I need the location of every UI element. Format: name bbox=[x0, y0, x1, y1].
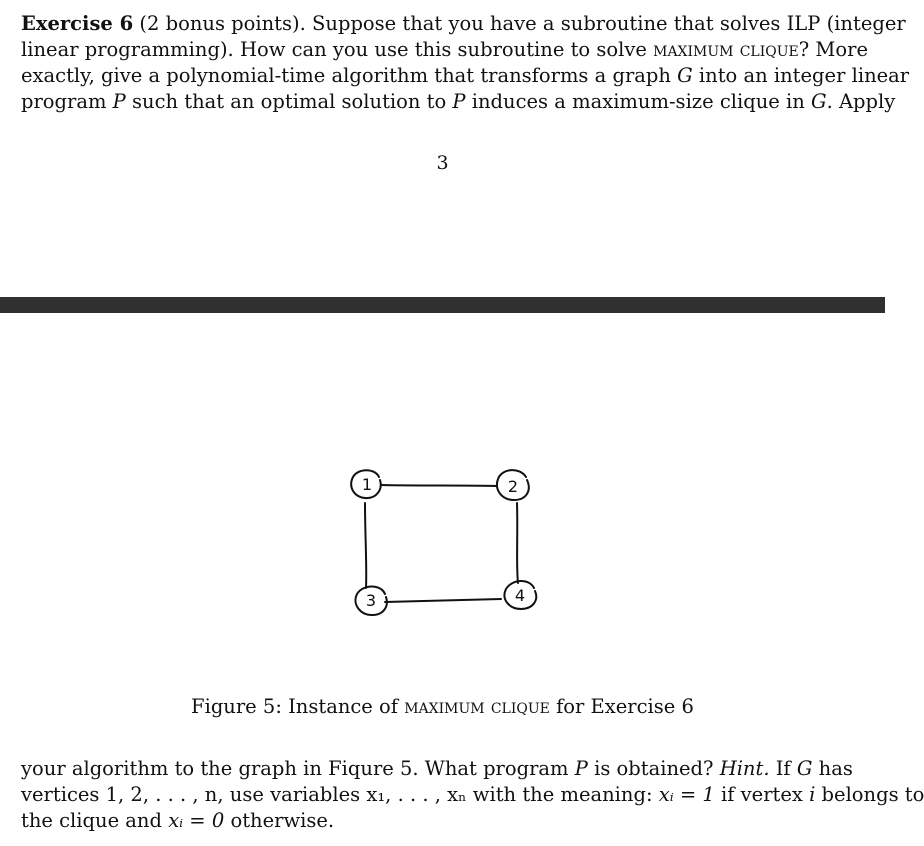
graph-node-label-1: 1 bbox=[361, 475, 373, 494]
exercise-line-7 bbox=[21, 808, 863, 834]
exercise-label: Exercise 6 bbox=[21, 12, 134, 35]
exercise-text: such that an optimal solution to bbox=[132, 90, 447, 113]
var-p: P bbox=[452, 90, 466, 113]
caption-prefix: Figure 5: Instance of bbox=[191, 695, 398, 718]
var-g: G bbox=[796, 757, 813, 780]
caption-problem: maximum clique bbox=[404, 695, 550, 718]
clique-graph-figure bbox=[330, 455, 550, 625]
graph-edge-1-3 bbox=[365, 503, 366, 588]
graph-edge-1-2 bbox=[381, 485, 496, 486]
page-divider bbox=[0, 297, 885, 313]
graph-edge-2-4 bbox=[517, 503, 518, 583]
exercise-text: is obtained? bbox=[594, 757, 714, 780]
exercise-text: belongs to bbox=[821, 783, 924, 806]
exercise-text: your algorithm to the graph in Fiqure 5. What program bbox=[21, 757, 569, 780]
exercise-line-4 bbox=[21, 89, 896, 115]
maximum-clique-term: maximum clique bbox=[653, 38, 799, 61]
var-p: P bbox=[112, 90, 126, 113]
graph-edge-3-4 bbox=[385, 599, 501, 602]
figure-caption bbox=[0, 695, 885, 718]
caption-suffix: for Exercise 6 bbox=[556, 695, 694, 718]
var-g: G bbox=[811, 90, 827, 113]
exercise-line-6 bbox=[21, 782, 924, 808]
hint-label: Hint. bbox=[719, 757, 770, 780]
exercise-text: Suppose that you have a subroutine that solves bbox=[312, 12, 781, 35]
bonus-points: (2 bonus points). bbox=[139, 12, 306, 35]
exercise-line-2 bbox=[21, 37, 868, 63]
graph-node-label-2: 2 bbox=[507, 477, 519, 496]
exercise-text: exactly, give a polynomial-time algorithm that transforms a graph bbox=[21, 64, 671, 87]
var-g: G bbox=[677, 64, 693, 87]
var-p: P bbox=[574, 757, 588, 780]
exercise-text: otherwise. bbox=[230, 809, 335, 832]
exercise-text: (integer bbox=[826, 12, 906, 35]
exercise-text: induces a maximum-size clique in bbox=[471, 90, 805, 113]
exercise-text: if vertex bbox=[720, 783, 803, 806]
xi-equals-one: xᵢ = 1 bbox=[658, 783, 715, 806]
exercise-line-1 bbox=[21, 11, 906, 37]
exercise-line-3 bbox=[21, 63, 910, 89]
exercise-text: linear programming). How can you use this subroutine to solve bbox=[21, 38, 647, 61]
exercise-text: If bbox=[775, 757, 791, 780]
exercise-text: into an integer linear bbox=[698, 64, 910, 87]
exercise-line-5 bbox=[21, 756, 863, 782]
xi-equals-zero: xᵢ = 0 bbox=[168, 809, 225, 832]
page-number: 3 bbox=[436, 152, 449, 174]
ilp-term: ILP bbox=[786, 12, 821, 35]
exercise-text: . Apply bbox=[826, 90, 896, 113]
exercise-text: has bbox=[818, 757, 853, 780]
exercise-text: ? More bbox=[798, 38, 868, 61]
var-i: i bbox=[809, 783, 816, 806]
exercise-text: vertices 1, 2, . . . , n, use variables x₁, . . . , xₙ with the meaning: bbox=[21, 783, 653, 806]
exercise-text: the clique and bbox=[21, 809, 162, 832]
graph-node-label-3: 3 bbox=[365, 591, 377, 610]
exercise-paragraph-bottom bbox=[21, 756, 924, 834]
exercise-text: program bbox=[21, 90, 107, 113]
graph-node-label-4: 4 bbox=[514, 586, 526, 605]
exercise-paragraph-top bbox=[21, 11, 910, 115]
